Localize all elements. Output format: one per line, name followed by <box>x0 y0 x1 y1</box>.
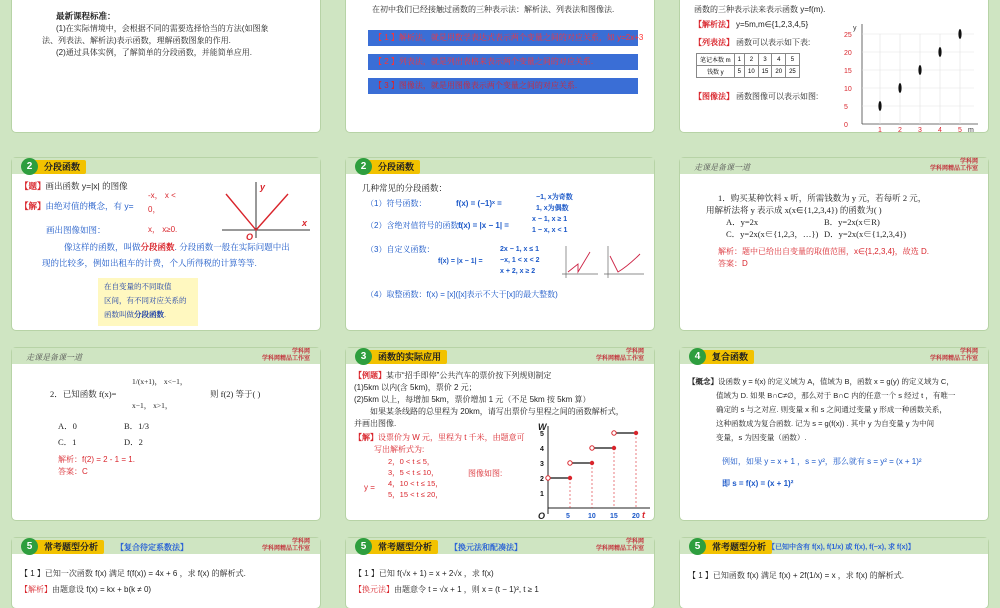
option-b[interactable]: B．y=2x(x∈R) <box>824 217 880 227</box>
fare-y-tick: 2 <box>540 476 544 483</box>
table-cell: 5 <box>734 66 744 78</box>
table-cell: 笔记本数 m <box>697 54 735 66</box>
slide-method-undetermined[interactable] <box>12 538 320 608</box>
open-dot <box>546 476 550 480</box>
exercise-1-answer: 答案：D <box>718 259 748 268</box>
option-a[interactable]: A．y=2x <box>726 217 759 227</box>
example-line-2: (1)5km 以内(含 5km)，票价 2 元； <box>354 383 477 392</box>
piece-4: 5，15 < t ≤ 20， <box>388 490 443 499</box>
section-badge <box>360 540 438 554</box>
type-3-case-a: 2x − 1, x ≤ 1 <box>500 246 540 253</box>
fare-y-label: W <box>538 422 547 432</box>
slide-method-system[interactable] <box>680 538 988 608</box>
section-badge <box>694 540 772 554</box>
brand-logo <box>262 349 310 363</box>
option-d[interactable]: D．y=2x(x∈{1,2,3,4}) <box>824 229 907 239</box>
section-number: 4 <box>689 348 706 365</box>
logo-line-1: 学科网 <box>625 349 644 355</box>
logo-line-2: 学科网精品工作室 <box>595 546 644 552</box>
exercise-2-question: 则 f(2) 等于( ) <box>210 389 261 399</box>
example-top: 函数的三种表示法来表示函数 y=f(m). <box>694 5 826 14</box>
data-point <box>958 29 961 39</box>
brand-logo <box>596 539 644 553</box>
slide-piecewise-types[interactable] <box>346 158 654 330</box>
concept-tag: 【概念】 <box>688 377 718 386</box>
slide-motto: 走课是备课一道 <box>26 353 82 362</box>
exercise-2-case-1: 1/(x+1)， x<−1， <box>132 377 188 386</box>
type-3-case-b: −x, 1 < x < 2 <box>500 257 540 264</box>
y-tick-label: 25 <box>844 32 852 39</box>
section-badge <box>26 540 104 554</box>
fare-x-tick: 20 <box>632 513 640 520</box>
type-1-formula: f(x) = (−1)ˣ = <box>456 199 502 208</box>
graph-y-label: y <box>260 182 266 192</box>
example-line-3: (2)5km 以上，每增加 5km，票价增加 1 元（不足 5km 按 5km 算） <box>354 395 591 404</box>
data-point <box>938 47 941 57</box>
exercise-2-stem: 2．已知函数 f(x)= <box>50 389 117 399</box>
method-tag: 【换元法和配凑法】 <box>450 543 522 552</box>
section-badge <box>694 350 754 364</box>
exercise-2-explanation: 解析：f(2) = 2 - 1 = 1. <box>58 455 135 464</box>
brand-logo <box>262 539 310 553</box>
exercise-2-case-2: x−1， x>1， <box>132 401 173 410</box>
mini-curve <box>568 252 590 272</box>
slide-piecewise-abs[interactable] <box>12 158 320 330</box>
section-badge <box>360 160 420 174</box>
open-dot <box>612 431 616 435</box>
composite-example: 例如，如果 y = x + 1 ，s = y²，那么就有 s = y² = (x + 1)² <box>722 457 922 466</box>
type-2: （2）含绝对值符号的函数： <box>366 221 467 230</box>
option-d[interactable]: D．2 <box>124 437 143 447</box>
problem-text: 【 1 】已知一次函数 f(x) 满足 f(f(x)) = 4x + 6 ，求 f(x) 的解析式. <box>20 569 246 578</box>
table-cell: 15 <box>758 66 772 78</box>
concept-line-2: 值域为 D. 如果 B∩C≠∅，那么对于 B∩C 内的任意一个 s 经过 t ，有唯一 <box>716 391 956 400</box>
data-point <box>878 101 881 111</box>
section-badge <box>26 160 86 174</box>
example-line-4: 如果某条线路的总里程为 20km，请写出票价与里程之间的函数解析式， <box>370 407 624 416</box>
graph-tag: 【图像法】 <box>694 92 734 101</box>
section-number: 3 <box>355 348 372 365</box>
slide-three-forms-example[interactable] <box>680 0 988 132</box>
logo-line-2: 学科网精品工作室 <box>929 356 978 362</box>
analytic-method-bar: 【 1 】解析法，就是用数学表达式表示两个变量之间的对应关系，如 y=2x+3 <box>368 30 638 46</box>
explanation-part-b: . 分段函数一般在实际问题中出 <box>174 242 290 252</box>
type-4: （4）取整函数：f(x) = [x]([x]表示不大于[x]的最大整数) <box>366 290 558 299</box>
table-cell: 2 <box>745 54 759 66</box>
concept-line-5: 变量，s 为因变量（函数）. <box>716 433 807 442</box>
data-point <box>898 83 901 93</box>
type-3-case-c: x + 2, x ≥ 2 <box>500 268 536 275</box>
explanation-line-2: 现的比较多，例如出租车的计费，个人所得税的计算等等. <box>42 258 257 268</box>
slide-exercise-1[interactable] <box>680 158 988 330</box>
logo-line-1: 学科网 <box>291 539 310 545</box>
slide-course-standards[interactable] <box>12 0 320 132</box>
fare-y-tick: 5 <box>540 431 544 438</box>
keyword: 分段函数 <box>140 242 175 252</box>
logo-line-1: 学科网 <box>625 539 644 545</box>
solution-line-2: 写出解析式为: <box>374 445 425 454</box>
option-c[interactable]: C．1 <box>58 437 77 447</box>
exercise-1-line-2: 用解析法将 y 表示成 x(x∈{1,2,3,4}) 的函数为( ) <box>706 205 882 215</box>
graph-caption: 图像如图: <box>468 469 503 478</box>
abs-curve <box>226 194 288 230</box>
y-tick-label: 10 <box>844 86 852 93</box>
explanation-part-a: 像这样的函数，叫做 <box>64 242 141 252</box>
definition-note <box>98 278 198 326</box>
mini-curve <box>610 254 640 272</box>
fare-x-tick: 5 <box>566 513 570 520</box>
section-number: 5 <box>21 538 38 555</box>
y-tick-label: 15 <box>844 68 852 75</box>
plot-y-label: y <box>853 25 857 32</box>
standards-line-3: (2)通过具体实例，了解简单的分段函数，并能简单应用. <box>56 48 252 57</box>
mini-graphs <box>560 242 646 282</box>
type-1-case-a: −1, x为奇数 <box>536 194 573 201</box>
problem-text: 【 1 】已知 f(√x + 1) = x + 2√x ，求 f(x) <box>354 569 494 578</box>
exercise-1-explanation: 解析：题中已给出自变量的取值范围，x∈{1,2,3,4}，故选 D. <box>718 247 929 256</box>
concept-line-1: 设函数 y = f(x) 的定义域为 A，值域为 B，函数 x = g(y) 的定义域为 C， <box>718 377 954 386</box>
logo-line-2: 学科网精品工作室 <box>261 546 310 552</box>
data-point <box>918 65 921 75</box>
table-cell: 钱数 y <box>697 66 735 78</box>
note-keyword: 分段函数 <box>134 310 164 319</box>
abs-graph <box>222 180 312 242</box>
fare-y-tick: 4 <box>540 446 544 453</box>
case-2: 0， <box>148 205 161 214</box>
logo-line-1: 学科网 <box>291 349 310 355</box>
option-a[interactable]: A．0 <box>58 421 77 431</box>
slide-motto: 走课是备课一道 <box>694 163 750 172</box>
logo-line-1: 学科网 <box>959 159 978 165</box>
graph-method-bar: 【 3 】图像法，就是用图像表示两个变量之间的对应关系. <box>368 78 638 94</box>
solution-line-1: 设票价为 W 元，里程为 t 千米，由题意可 <box>378 433 525 442</box>
note-line-1: 在自变量的不同取值 <box>104 282 172 291</box>
solution-text: 由题意令 t = √x + 1 ，则 x = (t − 1)², t ≥ 1 <box>394 585 539 594</box>
fare-y-tick: 3 <box>540 461 544 468</box>
table-cell: 4 <box>772 54 786 66</box>
piece-2: 3，5 < t ≤ 10， <box>388 468 439 477</box>
table-tag: 【列表法】 <box>694 38 734 47</box>
explanation-line-1 <box>64 241 290 253</box>
x-tick-label: 2 <box>898 127 902 134</box>
section-number: 2 <box>355 158 372 175</box>
case-3: x， x≥0. <box>148 225 178 234</box>
section-title: 常考题型分析 <box>712 542 767 552</box>
example-line-5: 并画出图像. <box>354 419 397 428</box>
answer-line-1: 由绝对值的概念，有 y= <box>45 201 134 211</box>
problem-text: 【 1 】已知函数 f(x) 满足 f(x) + 2f(1/x) = x ，求 f(x) 的解析式. <box>688 571 905 580</box>
section-number: 5 <box>355 538 372 555</box>
graph-origin: O <box>246 232 254 242</box>
type-2-formula: f(x) = |x − 1| = <box>458 221 509 230</box>
brand-logo <box>596 349 644 363</box>
graph-x-label: x <box>302 218 308 228</box>
note-end: . <box>164 310 167 319</box>
section-title: 函数的实际应用 <box>378 352 442 362</box>
y-tick-label: 5 <box>844 104 848 111</box>
table-cell: 3 <box>758 54 772 66</box>
table-cell: 10 <box>745 66 759 78</box>
graph-caption: 函数图像可以表示如图: <box>736 92 819 101</box>
solution-text: 由题意设 f(x) = kx + b(k ≠ 0) <box>52 585 152 594</box>
concept-line-3: 确定的 s 与之对应. 则变量 x 和 s 之间通过变量 y 形成一种函数关系， <box>716 405 947 414</box>
standards-title: 最新课程标准： <box>56 11 116 21</box>
table-caption: 函数可以表示如下表: <box>736 38 811 47</box>
x-tick-label: 4 <box>938 127 942 134</box>
concept-line-4: 这种函数成为复合函数. 记为 s = g(f(x)) . 其中 y 为自变量 y 为中间 <box>716 419 935 428</box>
section-title: 常考题型分析 <box>378 542 433 552</box>
table-cell: 20 <box>772 66 786 78</box>
logo-line-2: 学科网精品工作室 <box>595 356 644 362</box>
representations-intro: 在初中我们已经接触过函数的三种表示法：解析法、列表法和图像法. <box>372 5 615 14</box>
brand-logo <box>930 349 978 363</box>
y-tick-label: 0 <box>844 122 848 129</box>
type-3: （3）自定义函数： <box>366 245 435 254</box>
example-line-1: 某市“招手即停”公共汽车的票价按下列规则制定 <box>386 371 552 380</box>
note-line-3: 函数叫做 <box>104 310 134 319</box>
example-tag: 【例题】 <box>354 371 386 380</box>
plot-x-label: m <box>968 127 974 134</box>
fare-y-tick: 1 <box>540 491 544 498</box>
piecewise-label: y = <box>364 483 375 492</box>
question-tag: 【题】 <box>20 181 46 191</box>
note-line-2: 区间，有不同对应关系的 <box>104 296 187 305</box>
section-title: 复合函数 <box>712 352 749 362</box>
logo-line-1: 学科网 <box>959 349 978 355</box>
x-tick-label: 3 <box>918 127 922 134</box>
section-title: 分段函数 <box>378 162 415 172</box>
table-row <box>697 66 800 78</box>
option-c[interactable]: C．y=2x(x∈{1,2,3，…}) <box>726 229 819 239</box>
section-title: 常考题型分析 <box>44 542 99 552</box>
fare-origin: O <box>538 511 546 521</box>
question-text: 画出函数 y=|x| 的图像 <box>45 181 128 191</box>
solution-tag: 【解】 <box>354 433 378 442</box>
standards-line-1: (1)在实际情境中，会根据不同的需要选择恰当的方法(如图象 <box>56 24 269 33</box>
analytic-tag: 【解析法】 <box>694 20 734 29</box>
table-row <box>697 54 800 66</box>
type-2-case-a: x − 1, x ≥ 1 <box>532 216 568 223</box>
slide-method-substitution[interactable] <box>346 538 654 608</box>
table-method-bar: 【 2 】列表法，就是列出表格来表示两个变量之间的对应关系. <box>368 54 638 70</box>
logo-line-2: 学科网精品工作室 <box>929 166 978 172</box>
x-tick-label: 5 <box>958 127 962 134</box>
type-1: （1）符号函数： <box>366 199 427 208</box>
section-badge <box>360 350 447 364</box>
graph-intro: 画出图像如图： <box>46 225 106 235</box>
x-tick-label: 1 <box>878 127 882 134</box>
option-b[interactable]: B．1/3 <box>124 421 150 431</box>
analytic-formula: y=5m,m∈{1,2,3,4,5} <box>736 20 809 29</box>
exercise-2-answer: 答案：C <box>58 467 88 476</box>
slide-composite-function[interactable] <box>680 348 988 520</box>
open-dot <box>568 461 572 465</box>
fare-x-label: t <box>642 510 645 520</box>
value-table <box>696 53 800 78</box>
fare-step-graph <box>532 422 652 520</box>
brand-logo <box>930 159 978 173</box>
open-dot <box>590 446 594 450</box>
method-tag: 【已知中含有 f(x), f(1/x) 或 f(x), f(−x), 求 f(x)】 <box>768 544 915 551</box>
solution-tag: 【解析】 <box>20 585 52 594</box>
piece-1: 2，0 < t ≤ 5， <box>388 457 435 466</box>
table-cell: 25 <box>786 66 800 78</box>
section-number: 5 <box>689 538 706 555</box>
piece-3: 4，10 < t ≤ 15， <box>388 479 443 488</box>
section-title: 分段函数 <box>44 162 81 172</box>
solution-tag: 【换元法】 <box>354 585 394 594</box>
standards-line-2: 法、列表法、解析法)表示函数，理解函数图象的作用. <box>42 36 231 45</box>
answer-tag: 【解】 <box>20 201 46 211</box>
type-2-case-b: 1 − x, x < 1 <box>532 227 568 234</box>
types-intro: 几种常见的分段函数： <box>362 183 448 193</box>
exercise-1-line-1: 1．购买某种饮料 x 听，所需钱数为 y 元，若每听 2 元， <box>718 193 927 203</box>
type-1-case-b: 1, x为偶数 <box>536 205 569 212</box>
slide-real-world-application[interactable] <box>346 348 654 520</box>
type-3-formula: f(x) = |x − 1| = <box>438 258 483 265</box>
method-tag: 【复合待定系数法】 <box>116 543 188 552</box>
logo-line-2: 学科网精品工作室 <box>261 356 310 362</box>
composite-result: 即 s = f(x) = (x + 1)² <box>722 479 794 488</box>
section-number: 2 <box>21 158 38 175</box>
case-1: -x， x < <box>148 191 176 200</box>
fare-x-tick: 15 <box>610 513 618 520</box>
y-tick-label: 20 <box>844 50 852 57</box>
table-cell: 1 <box>734 54 744 66</box>
points-plot <box>840 20 980 134</box>
slide-exercise-2[interactable] <box>12 348 320 520</box>
fare-x-tick: 10 <box>588 513 596 520</box>
table-cell: 5 <box>786 54 800 66</box>
slide-three-representations[interactable] <box>346 0 654 132</box>
